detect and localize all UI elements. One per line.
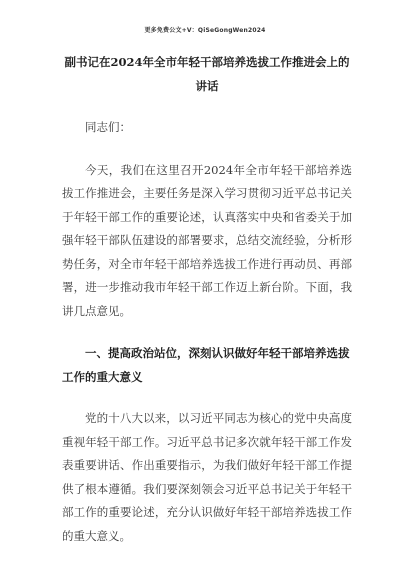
salutation: 同志们： — [85, 120, 131, 134]
header-note: 更多免费公文+V：QiSeGongWen2024 — [144, 27, 266, 34]
intro-paragraph: 今天，我们在这里召开2024年全市年轻干部培养选拔工作推进会，主要任务是深入学习贯彻习近平总书记关于年轻干部工作的重要论述，认真落实中央和省委关于加强年轻干部队伍建设的部署要求，总结交流经验，分析形势任务，对全市年轻干部培养选拔工作进行再动员、再部署，进一步推动我市年轻干部工作迈上新台阶。下面，我讲几点意见。 — [62, 162, 352, 318]
section-heading: 一、提高政治站位，深刻认识做好年轻干部培养选拔工作的重大意义 — [62, 346, 350, 384]
document-body — [62, 50, 352, 548]
document-title: 副书记在2024年全市年轻干部培养选拔工作推进会上的讲话 — [64, 55, 350, 93]
section-paragraph: 党的十八大以来，以习近平同志为核心的党中央高度重视年轻干部工作。习近平总书记多次就年轻干部工作发表重要讲话、作出重要指示，为我们做好年轻干部工作提供了根本遵循。我们要深刻领会习近平总书记关于年轻干部工作的重要论述，充分认识做好年轻干部培养选拔工作的重大意义。 — [62, 411, 352, 543]
